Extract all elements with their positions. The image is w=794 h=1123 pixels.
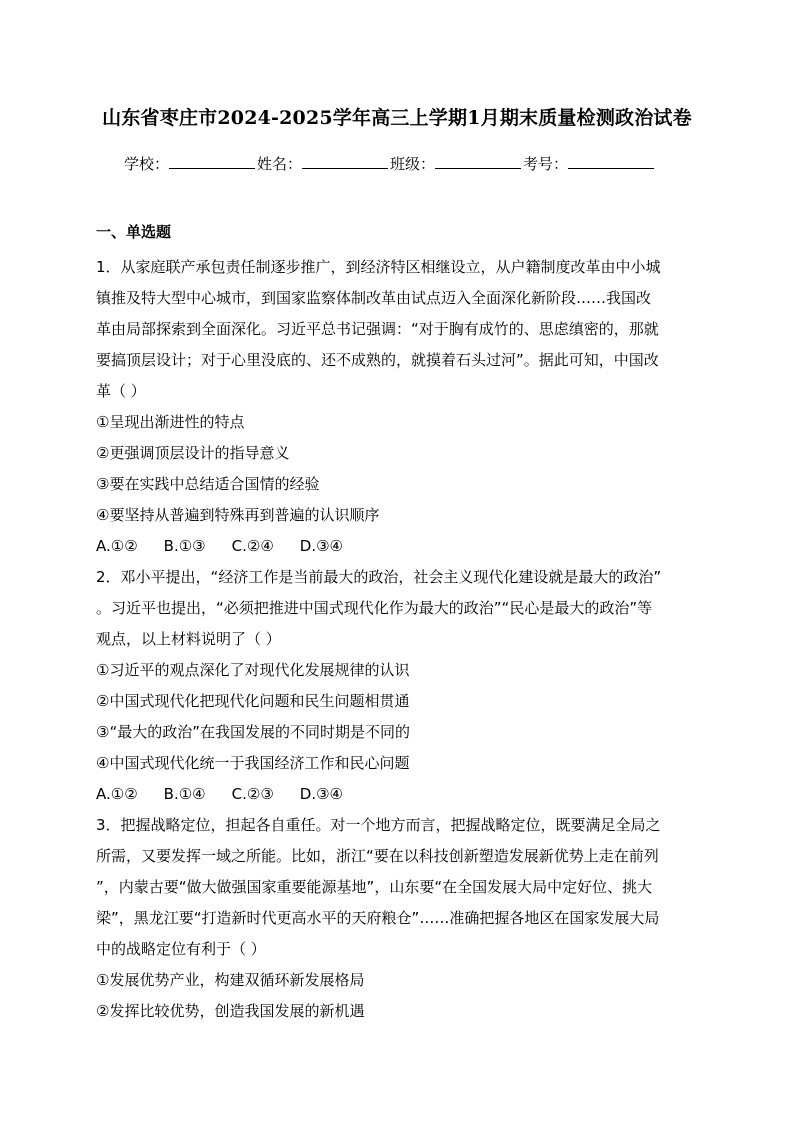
exam-number-blank[interactable]: [568, 154, 654, 169]
statement-item: ④中国式现代化统一于我国经济工作和民心问题: [96, 754, 410, 772]
exam-number-field: 考号：: [523, 153, 656, 174]
question-stem-line: 中的战略定位有利于（ ）: [96, 940, 266, 958]
statement-item: ②中国式现代化把现代化问题和民生问题相贯通: [96, 692, 410, 710]
question-stem-line: ”，内蒙古要“做大做强国家重要能源基地”，山东要“在全国发展大局中定好位、挑大: [96, 878, 653, 896]
statement-item: ②更强调顶层设计的指导意义: [96, 444, 290, 462]
statement-item: ①发展优势产业，构建双循环新发展格局: [96, 971, 365, 989]
question-stem-line: 所需，又要发挥一域之所能。比如，浙江“要在以科技创新塑造发展新优势上走在前列: [96, 847, 659, 865]
question-stem-line: 要搞顶层设计；对于心里没底的、还不成熟的，就摸着石头过河”。据此可知，中国改: [96, 351, 659, 369]
answer-option[interactable]: C.②④: [231, 537, 274, 555]
question-stem-line: 1．从家庭联产承包责任制逐步推广，到经济特区相继设立，从户籍制度改革由中小城: [96, 258, 661, 276]
statement-item: ③“最大的政治”在我国发展的不同时期是不同的: [96, 723, 410, 741]
statement-item: ③要在实践中总结适合国情的经验: [96, 475, 320, 493]
name-blank[interactable]: [302, 154, 388, 169]
answer-option[interactable]: D.③④: [299, 785, 343, 803]
student-info-row: [124, 153, 656, 174]
question-stem-line: 2．邓小平提出，“经济工作是当前最大的政治，社会主义现代化建设就是最大的政治”: [96, 568, 662, 586]
school-blank[interactable]: [169, 154, 255, 169]
answer-option[interactable]: C.②③: [231, 785, 274, 803]
statement-item: ②发挥比较优势，创造我国发展的新机遇: [96, 1002, 365, 1020]
answer-option[interactable]: B.①③: [163, 537, 206, 555]
name-field: 姓名：: [257, 153, 390, 174]
class-field: 班级：: [390, 153, 523, 174]
question-stem-line: 观点，以上材料说明了（ ）: [96, 630, 281, 648]
question-stem-line: 革由局部探索到全面深化。习近平总书记强调：“对于胸有成竹的、思虑缜密的，那就: [96, 320, 659, 338]
statement-item: ④要坚持从普遍到特殊再到普遍的认识顺序: [96, 506, 380, 524]
exam-title: 山东省枣庄市2024-2025学年高三上学期1月期末质量检测政治试卷: [102, 107, 692, 129]
class-blank[interactable]: [435, 154, 521, 169]
answer-option[interactable]: D.③④: [299, 537, 343, 555]
question-list: [96, 252, 702, 1027]
statement-item: ①习近平的观点深化了对现代化发展规律的认识: [96, 661, 410, 679]
question-stem-line: 。习近平也提出，“必须把推进中国式现代化作为最大的政治”“民心是最大的政治”等: [96, 599, 653, 617]
question-stem-line: 革（ ）: [96, 382, 146, 400]
answer-options: [96, 531, 702, 562]
question-stem-line: 梁”，黑龙江要“打造新时代更高水平的天府粮仓”……准确把握各地区在国家发展大局: [96, 909, 660, 927]
answer-options: [96, 779, 702, 810]
question-stem-line: 镇推及特大型中心城市，到国家监察体制改革由试点迈入全面深化新阶段……我国改: [96, 289, 652, 307]
answer-option[interactable]: A.①②: [96, 537, 138, 555]
answer-option[interactable]: B.①④: [163, 785, 206, 803]
statement-item: ①呈现出渐进性的特点: [96, 413, 245, 431]
question-stem-line: 3．把握战略定位，担起各自重任。对一个地方而言，把握战略定位，既要满足全局之: [96, 816, 661, 834]
school-field: 学校：: [124, 153, 257, 174]
section-heading: 一、单选题: [96, 223, 172, 241]
answer-option[interactable]: A.①②: [96, 785, 138, 803]
